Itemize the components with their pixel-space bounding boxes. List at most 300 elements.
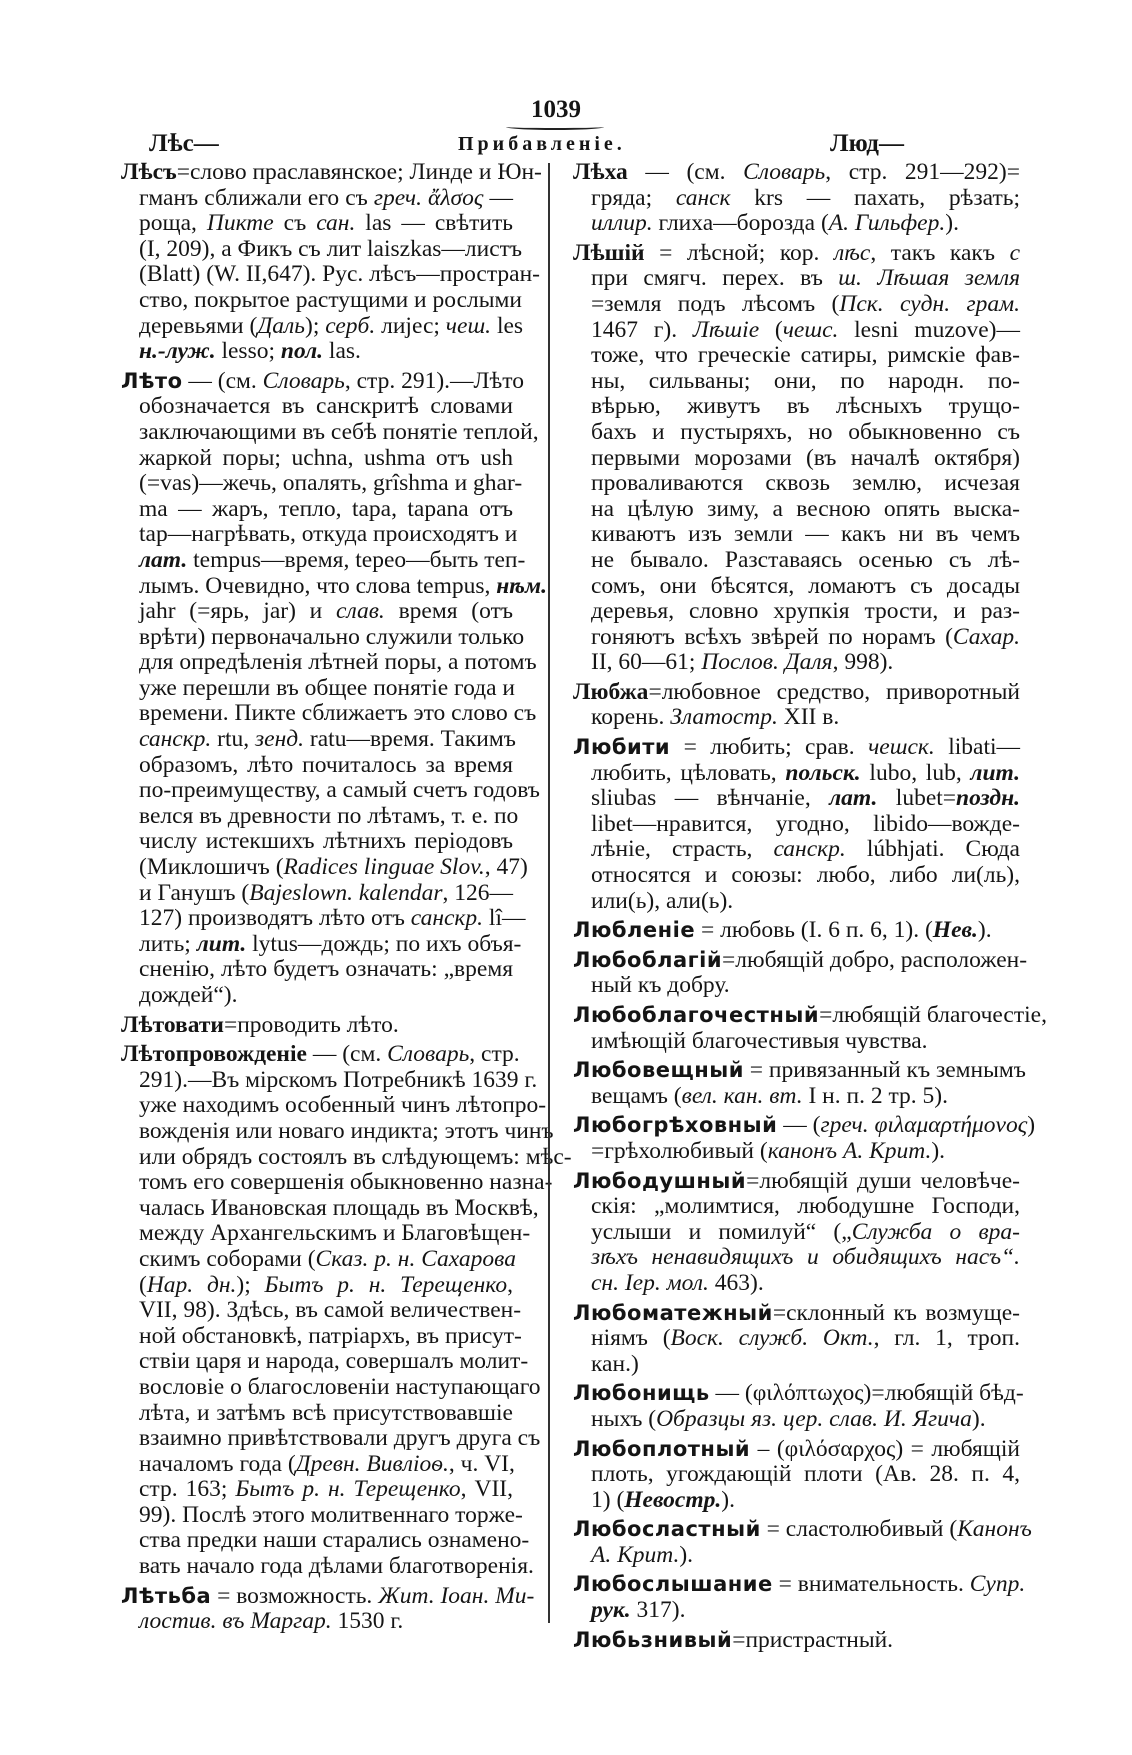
abbreviation: лит. [970,759,1020,786]
body-text: 127) производятъ лѣто отъ [139,905,411,932]
body-text: кан.) [591,1350,639,1377]
dictionary-entry [573,735,1020,914]
body-text: при смягч. перех. въ [591,265,839,292]
body-text: ніямъ ( [591,1325,671,1352]
entry-line [121,726,516,753]
body-text: проваливаются сквозь землю, исчезая [591,470,1020,497]
body-text: 463). [708,1269,764,1296]
dictionary-entry [573,241,1020,676]
body-text: ratu—время. Такимъ [304,726,516,753]
entry-line [121,1501,523,1529]
entry-line [573,1084,1020,1110]
body-text: = привязанный къ земнымъ [743,1057,1026,1084]
entry-line [573,1516,1032,1543]
body-text: II, 60—61; [591,649,702,676]
body-text: жаркой поры; uchna, ushma отъ ush [139,444,513,471]
italic-text: лѣс [834,239,871,266]
dictionary-entry [573,1628,1020,1654]
body-text: дождей“). [139,982,238,1008]
dictionary-entry [573,1112,1036,1164]
body-text: роща, [139,210,207,237]
entry-line [573,343,1020,369]
entry-line [573,522,1020,548]
body-text: tempus—время, tepeo—быть теп- [187,546,526,573]
running-head-right: Люд— [830,130,904,157]
body-text: вать начало года дѣлами благотворенія. [139,1553,534,1580]
body-text: — (см. [182,367,263,394]
body-text: вословіе о благословеніи наступающаго [139,1373,541,1400]
entry-headword: Любоблагій [573,947,723,972]
entry-line [573,973,1020,999]
entry-headword: Любодушный [573,1168,747,1193]
body-text: , стр. 291).—Лѣто [344,367,524,394]
entry-line [121,546,526,574]
abbreviation: лит. [196,930,247,957]
body-text: не бывало. Разставаясь осенью съ лѣ- [591,546,1020,573]
italic-text: зенд. [255,726,305,753]
body-text: = любить; срав. [670,734,869,761]
entry-line [121,1013,513,1039]
dictionary-entry [121,367,547,1009]
dictionary-entry [573,1437,1020,1514]
body-text: взаимно привѣтствовали другъ друга съ [139,1425,541,1452]
italic-text: сан. [316,210,356,237]
body-text: =любящій души человѣче- [746,1167,1020,1194]
body-text: ). [977,917,992,944]
entry-line [121,1425,541,1452]
body-text: скимъ соборами ( [139,1245,316,1272]
entry-line [573,946,1028,974]
body-text: ства предки наши старались ознамено- [139,1527,530,1554]
entry-headword: Любослышание [573,1572,773,1597]
italic-text: А. Гильфер. [828,210,946,237]
entry-line [121,1452,513,1478]
dictionary-entry [573,1169,1020,1297]
entry-line [573,1598,1020,1624]
body-text: относятся и союзы: любо, либо ли(ль), [591,862,1020,889]
body-text: чалась Ивановская площадь въ Москвѣ, [139,1194,539,1221]
italic-text: иллир. [591,210,653,237]
italic-text: греч. ἄλσος [373,184,484,211]
body-text: плоть, угождающій плоти (Ав. 28. п. 4, [591,1461,1020,1488]
entry-line [121,599,513,625]
entry-line [573,650,1020,676]
body-text: , 47) [484,854,528,881]
entry-line [573,680,1020,706]
body-text: на цѣлую зиму, а весною опять выска- [591,495,1020,522]
entry-headword: Лѣсъ [121,159,177,185]
column-divider [548,163,550,1623]
dictionary-entry [573,918,1020,944]
body-text: бахъ и пустыряхъ, но обыкновенно съ [591,418,1020,445]
entry-line [121,261,540,288]
entry-line [121,854,528,881]
body-text: обозначается въ санскритѣ словами [139,393,513,420]
entry-line [573,1057,1026,1084]
italic-text: Супр. [969,1571,1026,1598]
body-text: скія: „молимтися, любодушне Господи, [591,1193,1020,1220]
body-text: libet—нравится, угодно, libido—вожде- [591,810,1020,837]
body-text: (=vas)—жечь, опалять, grîshma и ghar- [139,470,523,497]
body-text: первыми морозами (въ началѣ октября) [591,444,1020,471]
entry-line [121,829,513,855]
dictionary-entry [573,680,1020,731]
body-text: — (см. [627,159,744,185]
body-text: VII, 98). Здѣсь, въ самой величествен- [139,1297,522,1324]
italic-text: Бытъ р. н. Терещенко [264,1271,508,1298]
entry-headword: Любжа [573,678,649,705]
body-text: =грѣхолюбивый ( [591,1137,768,1164]
entry-line [121,753,513,779]
italic-text: Словарь [262,367,345,394]
body-text: libati— [934,734,1021,761]
abbreviation: Невостр. [624,1486,722,1513]
body-text: lesni muzove)— [838,316,1020,343]
body-text: врѣти) первоначально служили только [139,623,525,650]
body-text: , ч. VI, [448,1450,515,1477]
entry-headword: Любосластный [573,1517,761,1542]
body-text: деревьями ( [139,312,258,339]
abbreviation: поздн. [956,785,1020,812]
body-text: ныхъ ( [591,1405,657,1432]
entry-line [573,1301,1020,1327]
italic-text: Служба о вра- [851,1218,1020,1245]
body-text: , стр. 291—292)= [825,159,1020,185]
body-text: или обрядъ состоялъ въ слѣдующемъ: мѣс- [139,1143,572,1170]
running-head-title: Прибавленіе. [458,133,626,155]
italic-text: Воск. служб. Окт. [670,1325,874,1352]
italic-text: Образцы яз. цер. слав. И. Ягича [656,1405,972,1432]
entry-headword: Любонищь [573,1381,710,1406]
body-text: заключающими въ себѣ понятіе теплой, [139,418,539,445]
body-text: вещамъ ( [591,1082,682,1109]
entry-line [573,1488,1020,1514]
body-text: sliubas — вѣнчаніе, [591,785,830,812]
entry-line [573,548,1020,574]
entry-line [573,1543,1020,1569]
italic-text: Жит. Іоан. Ми- [378,1582,535,1609]
body-text: ны, сильваны; они, по народн. по- [591,367,1020,394]
italic-text: чеш. [445,312,492,339]
entry-line [573,1194,1020,1220]
body-text: вожденія или новаго индикта; этотъ чинъ [139,1117,554,1144]
entry-line [121,470,523,497]
entry-line [573,1271,1020,1297]
italic-text: санскр. [139,726,212,753]
entry-headword: Любогрѣховный [573,1113,778,1138]
entry-line [573,1571,1026,1598]
entry-line [573,446,1020,472]
entry-line [121,1220,531,1247]
dictionary-entry [573,1516,1032,1568]
dictionary-entry [121,1013,513,1039]
italic-text: санскр. [773,836,846,863]
italic-text: Нар. дн. [146,1271,237,1298]
body-text: lytus—дождь; по ихъ объя- [246,930,522,957]
entry-headword: Любьзнивый [573,1627,733,1652]
italic-text: Словарь [387,1041,470,1068]
body-text: , гл. 1, троп. [873,1325,1020,1352]
italic-text: Даль [257,312,305,339]
entry-line [573,318,1020,344]
entry-line [121,367,524,395]
body-text: (Blatt) (W. II,647). Рус. лѣсъ—простран- [139,261,540,288]
dictionary-entry [573,946,1028,999]
italic-text: санскр. [410,905,484,932]
body-text: 317). [630,1597,686,1624]
entry-line [121,1401,513,1427]
entry-line [121,211,513,237]
dictionary-entry [573,1002,1047,1054]
entry-line [573,1112,1036,1139]
running-head-left: Лѣс— [149,130,219,157]
body-text: 1) ( [591,1486,625,1513]
body-text: числу истекшихъ лѣтнихъ періодовъ [139,828,513,855]
body-text: лѣніе, страсть, [591,836,774,863]
italic-text: слав. [336,598,385,625]
italic-text: зѣхъ ненавидящихъ и обидящихъ насъ“. [591,1244,1020,1271]
body-text: тоже, что греческіе сатиры, римскіе фав- [591,342,1020,369]
left-column [121,159,572,1639]
body-text: , 998). [832,649,894,676]
entry-line [121,1373,541,1401]
entry-line [573,625,1020,651]
body-text: 1530 г. [331,1608,404,1635]
italic-text: Пск. судн. грам. [839,290,1020,317]
abbreviation: рук. [591,1597,631,1624]
entry-line [121,1245,516,1273]
italic-text: Radices linguae Slov. [283,854,485,881]
dictionary-entry [573,1571,1026,1624]
abbreviation: Нев. [932,917,978,944]
body-text: ). [945,210,959,237]
abbreviation: польск. [785,759,861,786]
entry-headword: Лѣха [573,159,628,185]
body-text: les [491,312,524,339]
entry-line [573,497,1020,523]
italic-text: серб. [325,312,376,339]
entry-line [573,1169,1020,1195]
italic-text: Bajeslown. kalendar [249,879,443,906]
dictionary-entry [573,160,1020,237]
dictionary-entry [121,159,542,365]
entry-line [573,889,1020,915]
italic-text: А. Крит. [591,1541,680,1568]
dictionary-entry [121,1582,535,1635]
italic-text: с [1009,239,1020,266]
entry-headword: Любленіе [573,918,696,943]
body-text: (Миклошичъ ( [139,854,284,881]
body-text: 99). Послѣ этого молитвеннаго торже- [139,1501,523,1528]
entry-line [121,235,523,263]
body-text: киваютъ изъ земли — какъ ни въ чемъ [591,521,1020,548]
entry-line [121,1092,547,1119]
body-text: lubo, lub, [860,759,971,786]
body-text: гоняютъ всѣхъ звѣрей по норамъ ( [591,623,953,650]
italic-text: сн. Іер. мол. [591,1269,709,1296]
entry-line [573,186,1020,212]
entry-line [121,446,513,472]
entry-line [573,292,1020,318]
body-text: ) [1027,1112,1036,1139]
entry-line [121,1273,513,1299]
italic-text: Сахар. [952,623,1020,650]
italic-text: греч. φιλαμαρτήμονος [820,1112,1028,1139]
entry-line [121,676,513,702]
italic-text: Лѣшіе [692,316,760,343]
entry-line [573,705,1020,731]
body-text: сненію, лѣто будетъ означать: „время [139,956,513,983]
entry-line [573,1220,1020,1246]
body-text: = внимательность. [772,1571,970,1598]
body-text: las. [323,338,361,365]
body-text: I н. п. 2 тр. 5). [802,1082,948,1109]
body-text: время (отъ [384,598,513,625]
body-text: лѣта, и затѣмъ всѣ присутствовавшіе [139,1399,513,1426]
entry-line [121,983,513,1009]
entry-line [573,761,1020,787]
body-text: krs — пахать, рѣзать; [730,184,1021,211]
entry-line [121,905,526,932]
body-text: , 126— [442,879,514,906]
entry-line [121,623,525,651]
body-text: ной обстановкѣ, патріархъ, въ присут- [139,1322,522,1349]
italic-text: лостив. въ Маргар. [139,1608,332,1635]
body-text: ( [139,1271,147,1298]
body-text: или(ь), али(ь). [591,887,734,914]
body-text: началомъ года ( [139,1450,296,1477]
entry-line [573,599,1020,625]
italic-text: Златостр. [670,704,778,731]
entry-line [121,802,519,830]
italic-text: Сказ. р. н. Сахарова [315,1245,516,1272]
entry-headword: Лѣтьба [121,1583,212,1608]
body-text: ствіи царя и народа, совершалъ молит- [139,1348,529,1375]
body-text: =проводить лѣто. [223,1011,399,1038]
entry-line [573,1352,1020,1378]
entry-headword: Лѣто [121,368,183,393]
entry-line [121,1194,539,1222]
dictionary-entry [573,1380,1024,1432]
entry-line [121,1553,534,1580]
entry-line [573,241,1020,267]
body-text: lúbhjati. Сюда [845,836,1020,863]
abbreviation: пол. [280,338,324,365]
body-text: , такъ какъ [870,239,1010,266]
abbreviation: лат. [139,546,188,573]
entry-line [121,930,522,958]
entry-line [121,1477,513,1503]
entry-line [121,312,524,340]
entry-line [573,918,1020,944]
entry-line [121,1297,522,1324]
entry-line [121,1609,513,1635]
italic-text: ш. Лѣшая земля [838,265,1020,292]
body-text: и Ганушъ ( [139,879,250,906]
entry-line [121,777,540,804]
dictionary-entry [573,1301,1020,1378]
body-text: лить; [139,930,197,957]
body-text: , VII, [460,1476,513,1503]
body-text: =любящій добро, расположен- [722,946,1028,973]
entry-line [121,521,518,548]
italic-text: чешс. [782,316,839,343]
entry-line [573,211,1020,237]
body-text: услыши и помилуй“ („ [591,1218,852,1245]
entry-line [121,418,539,446]
body-text: — [483,184,513,211]
body-text: las — свѣтить [355,210,513,237]
entry-headword: Любоблагочестный [573,1003,820,1027]
body-text: lubet= [877,785,957,812]
body-text: = возможность. [211,1582,379,1609]
body-text: 1467 г). [591,316,693,343]
body-text: уже находимъ особенный чинъ лѣтопро- [139,1092,547,1119]
body-text: lî— [483,905,526,932]
body-text: =любящій благочестіе, [819,1002,1047,1028]
entry-line [573,266,1020,292]
entry-line [573,420,1020,446]
body-text: ( [759,316,783,343]
body-text: гманъ сближали его съ [139,184,374,211]
body-text: , стр. [469,1041,520,1068]
italic-text: санск [675,184,731,211]
body-text: ). [971,1405,986,1432]
entry-line [573,837,1020,863]
entry-line [121,1117,554,1145]
body-text: вѣрью, живутъ въ лѣсныхъ трущо- [591,393,1020,420]
entry-line [121,700,537,727]
body-text: , [507,1271,513,1298]
body-text: =пристрастный. [732,1626,894,1653]
entry-line [121,572,547,600]
entry-line [573,1139,1020,1165]
entry-line [121,1348,529,1375]
entry-line [573,1245,1020,1271]
body-text: (I, 209), а Фикъ съ лит laiszkas—листъ [139,235,523,262]
body-text: ). [679,1541,694,1568]
entry-headword: Лѣтовати [121,1011,224,1038]
body-text: =склонный къ возмуще- [772,1299,1020,1326]
entry-line [573,786,1020,812]
body-text: глиха—борозда ( [652,210,829,237]
page-number: 1039 [531,96,581,123]
italic-text: Пикте [206,210,274,237]
entry-line [121,1066,538,1094]
italic-text: Канонъ [957,1516,1032,1543]
entry-line [121,1041,520,1068]
body-text: = лѣсной; кор. [644,239,834,266]
entry-headword: Любоплотный [573,1436,751,1461]
italic-text: Послов. Даля [701,649,833,676]
right-column [573,159,1047,1657]
entry-line [121,1143,572,1171]
entry-line [573,863,1020,889]
body-text: томъ его совершенія обыкновенно назна- [139,1169,553,1196]
body-text: tap—нагрѣвать, откуда происходятъ и [139,521,518,548]
entry-line [121,339,513,365]
body-text: корень. [591,704,671,731]
body-text: лымъ. Очевидно, что слова tempus, [139,572,497,599]
entry-line [121,497,513,523]
italic-text: канонъ А. Крит. [767,1137,932,1164]
entry-line [121,957,513,983]
entry-line [121,159,542,186]
body-text: jahr (=ярь, jar) и [139,598,337,625]
body-text: времени. Пикте сближаетъ это слово съ [139,700,537,727]
body-text: 291).—Въ мірскомъ Потребникѣ 1639 г. [139,1066,538,1093]
body-text: ство, покрытое растущими и рослыми [139,286,522,313]
